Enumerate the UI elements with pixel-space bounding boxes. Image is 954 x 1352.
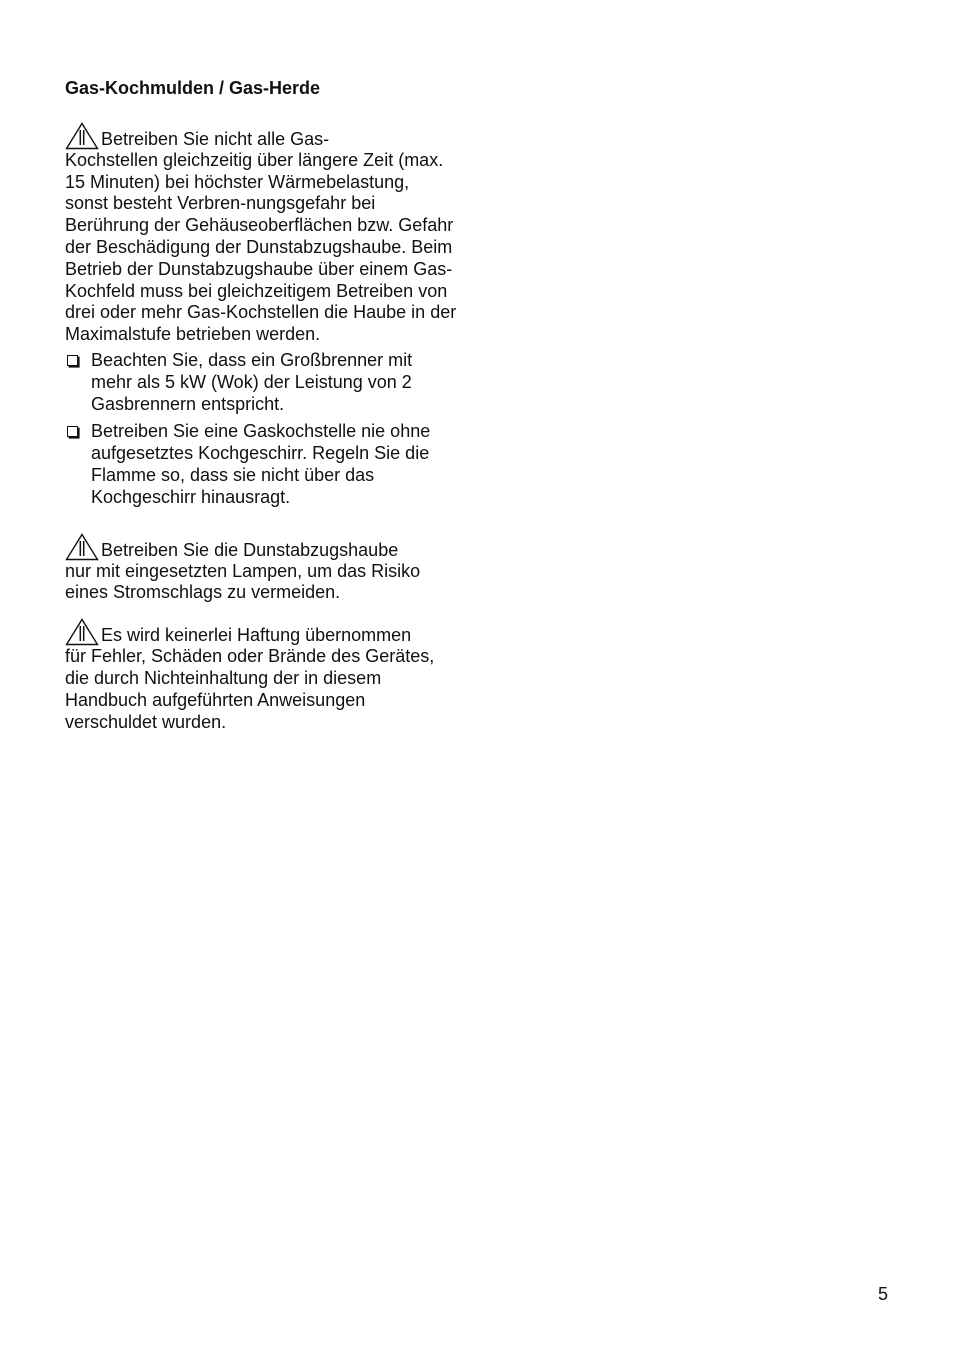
warning-first-line-text: Es wird keinerlei Haftung übernommen <box>101 625 412 646</box>
checkbox-bullet-icon <box>67 355 78 366</box>
warning-body-text: Kochstellen gleichzeitig über längere Zeit (max. 15 Minuten) bei höchster Wärmebelastung, sonst besteht Verbren-nungsgefahr bei Berührung der Gehäuseoberflächen bzw. Gefahr der Beschädigung der Dunstabzugshaube. Beim Betrieb der Dunstabzugshaube über einem Gas-Kochfeld muss bei gleichzeitigem Betreiben von drei oder mehr Gas-Kochstellen die Haube in der Maximalstufe betrieben werden. <box>65 149 457 345</box>
page-number: 5 <box>878 1284 889 1304</box>
bullet-list <box>65 350 457 509</box>
warning-body-text: für Fehler, Schäden oder Brände des Gerätes, die durch Nichteinhaltung der in diesem Handbuch aufgeführten Anweisungen verschuldet wurden. <box>65 646 435 732</box>
checkbox-bullet-icon <box>67 426 78 437</box>
list-item <box>65 350 457 415</box>
warning-triangle-icon <box>65 533 99 561</box>
list-item-text: Betreiben Sie eine Gaskochstelle nie ohne aufgesetztes Kochgeschirr. Regeln Sie die Flamme so, dass sie nicht über das Kochgeschirr hinausragt. <box>91 421 431 507</box>
warning-triangle-icon <box>65 618 99 646</box>
warning-first-line <box>65 122 457 150</box>
warning-body-text: nur mit eingesetzten Lampen, um das Risiko eines Stromschlags zu vermeiden. <box>65 560 421 603</box>
section-heading: Gas-Kochmulden / Gas-Herde <box>65 78 321 98</box>
warning-block-lamps <box>65 533 457 605</box>
warning-first-line <box>65 618 457 646</box>
page-content <box>65 78 457 733</box>
warning-first-line-text: Betreiben Sie die Dunstabzugshaube <box>101 539 399 560</box>
warning-triangle-icon <box>65 122 99 150</box>
warning-block-liability <box>65 618 457 733</box>
warning-first-line <box>65 533 457 561</box>
list-item-text: Beachten Sie, dass ein Großbrenner mit mehr als 5 kW (Wok) der Leistung von 2 Gasbrennern entspricht. <box>91 349 413 414</box>
list-item <box>65 421 457 508</box>
warning-first-line-text: Betreiben Sie nicht alle Gas- <box>101 128 330 149</box>
warning-block-gas-usage <box>65 122 457 346</box>
